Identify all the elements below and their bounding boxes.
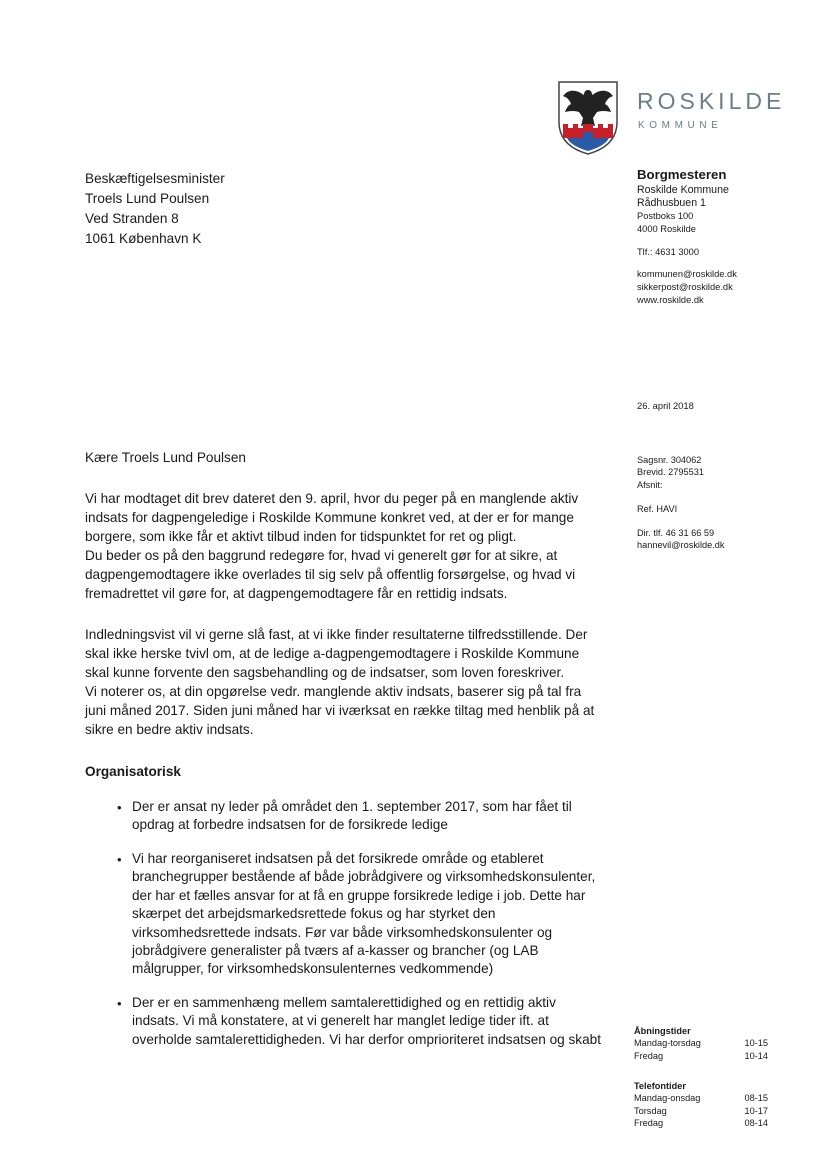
recipient-line: Troels Lund Poulsen — [85, 191, 210, 206]
brand-subtitle: KOMMUNE — [638, 120, 723, 131]
hours-row — [634, 1105, 768, 1117]
hours-time: 08-15 — [744, 1093, 768, 1104]
text-line: Indledningsvist vil vi gerne slå fast, at vi ikke finder resultaterne tilfredsstillende. Der — [85, 627, 588, 642]
hours-row — [634, 1092, 768, 1104]
sender-address-line: Rådhusbuen 1 — [637, 197, 706, 209]
recipient-line: Ved Stranden 8 — [85, 211, 179, 226]
brand-name: ROSKILDE — [637, 88, 786, 114]
hours-day: Torsdag — [634, 1105, 667, 1116]
text-line: skal kunne forvente den sagsbehandling og de indsatser, som loven foreskriver. — [85, 665, 565, 681]
hours-day: Fredag — [634, 1117, 664, 1128]
text-line: Der er ansat ny leder på området den 1. september 2017, som har fået til — [132, 799, 572, 814]
hours-row — [634, 1117, 768, 1129]
text-line: sikre en bedre aktiv indsats. — [85, 722, 254, 738]
paragraph-intro — [85, 489, 625, 604]
phone-hours — [634, 1080, 768, 1129]
roskilde-coat-of-arms-logo — [557, 80, 619, 156]
bullet-item — [132, 798, 572, 835]
sender-website[interactable]: www.roskilde.dk — [637, 294, 704, 305]
reference: Ref. HAVI — [637, 503, 678, 514]
bullet-marker: • — [117, 996, 122, 1011]
text-line: opdrag at forbedre indsatsen for de forsikrede ledige — [132, 817, 448, 833]
text-line: virksomhedsrettede indsats. Før var både virksomhedskonsulenter og — [132, 924, 553, 940]
text-line: der har et fælles ansvar for at få en gruppe forsikrede ledige i job. Dette har — [132, 887, 586, 903]
bullet-item — [132, 850, 595, 979]
text-line: Der er en sammenhæng mellem samtalerettidighed og en rettidig aktiv — [132, 995, 556, 1010]
recipient-line: Beskæftigelsesminister — [85, 171, 225, 186]
text-line: indsats for dagpengeledige i Roskilde Kommune konkret ved, at der er for mange — [85, 510, 574, 526]
sender-title: Borgmesteren — [637, 167, 727, 182]
sender-phone: Tlf.: 4631 3000 — [637, 246, 700, 257]
hours-time: 10-14 — [744, 1050, 768, 1061]
text-line: juni måned 2017. Siden juni måned har vi iværksat en række tiltag med henblik på at — [85, 703, 595, 719]
text-line: branchegrupper bestående af både jobrådgivere og virksomhedskonsulenter, — [132, 869, 596, 885]
paragraph-response — [85, 625, 625, 740]
opening-hours — [634, 1025, 768, 1062]
greeting: Kære Troels Lund Poulsen — [85, 450, 246, 465]
text-line: Vi har modtaget dit brev dateret den 9. april, hvor du peger på en manglende aktiv — [85, 491, 579, 506]
case-number: Sagsnr. 304062 — [637, 455, 702, 465]
reference-block — [637, 454, 724, 552]
section-label: Afsnit: — [637, 479, 663, 490]
text-line: fremadrettet vil gøre for, at dagpengemodtagere får en rettidig indsats. — [85, 586, 508, 602]
hours-row — [634, 1050, 768, 1062]
sender-postbox: Postboks 100 — [637, 211, 694, 221]
hours-time: 08-14 — [744, 1117, 768, 1128]
text-line: jobrådgivere generalister på tværs af a-kasser og brancher (og LAB — [132, 943, 539, 959]
sender-secure-email[interactable]: sikkerpost@roskilde.dk — [637, 282, 733, 293]
hours-day: Mandag-onsdag — [634, 1093, 701, 1104]
letter-date: 26. april 2018 — [637, 400, 694, 411]
text-line: dagpengemodtagere ikke overlades til sig selv på offentlig forsørgelse, og hvad vi — [85, 567, 576, 583]
section-heading: Organisatorisk — [85, 764, 181, 779]
phone-hours-title: Telefontider — [634, 1081, 686, 1091]
hours-time: 10-17 — [744, 1105, 768, 1116]
letter-id: Brevid. 2795531 — [637, 467, 704, 478]
sender-email[interactable]: kommunen@roskilde.dk — [637, 269, 737, 280]
text-line: borgere, som ikke får et aktivt tilbud inden for tidspunktet for ret og pligt. — [85, 529, 517, 545]
text-line: Du beder os på den baggrund redegøre for, hvad vi generelt gør for at sikre, at — [85, 548, 558, 564]
sender-address-line: Roskilde Kommune — [637, 184, 729, 196]
bullet-marker: • — [117, 800, 122, 815]
text-line: Vi har reorganiseret indsatsen på det forsikrede område og etableret — [132, 851, 544, 866]
text-line: Vi noterer os, at din opgørelse vedr. manglende aktiv indsats, baserer sig på tal fra — [85, 684, 582, 700]
opening-hours-title: Åbningstider — [634, 1026, 691, 1036]
hours-time: 10-15 — [744, 1038, 768, 1049]
recipient-line: 1061 København K — [85, 231, 202, 246]
direct-email[interactable]: hannevil@roskilde.dk — [637, 540, 725, 551]
direct-phone: Dir. tlf. 46 31 66 59 — [637, 528, 715, 539]
text-line: overholde samtalerettidigheden. Vi har derfor omprioriteret indsatsen og skabt — [132, 1031, 601, 1047]
hours-day: Fredag — [634, 1050, 664, 1061]
text-line: målgrupper, for virksomhedskonsulenternes vedkommende) — [132, 961, 494, 977]
sender-postbox: 4000 Roskilde — [637, 223, 696, 234]
text-line: indsats. Vi må konstatere, at vi generelt har manglet ledige tider ift. at — [132, 1013, 549, 1029]
recipient-address — [85, 169, 225, 249]
hours-day: Mandag-torsdag — [634, 1038, 701, 1049]
hours-row — [634, 1037, 768, 1049]
bullet-item — [132, 994, 601, 1049]
text-line: skærpet det arbejdsmarkedsrettede fokus og har styrket den — [132, 906, 496, 922]
text-line: skal ikke herske tvivl om, at de ledige a-dagpengemodtagere i Roskilde Kommune — [85, 646, 580, 662]
sender-block — [637, 167, 737, 307]
bullet-marker: • — [117, 852, 122, 867]
